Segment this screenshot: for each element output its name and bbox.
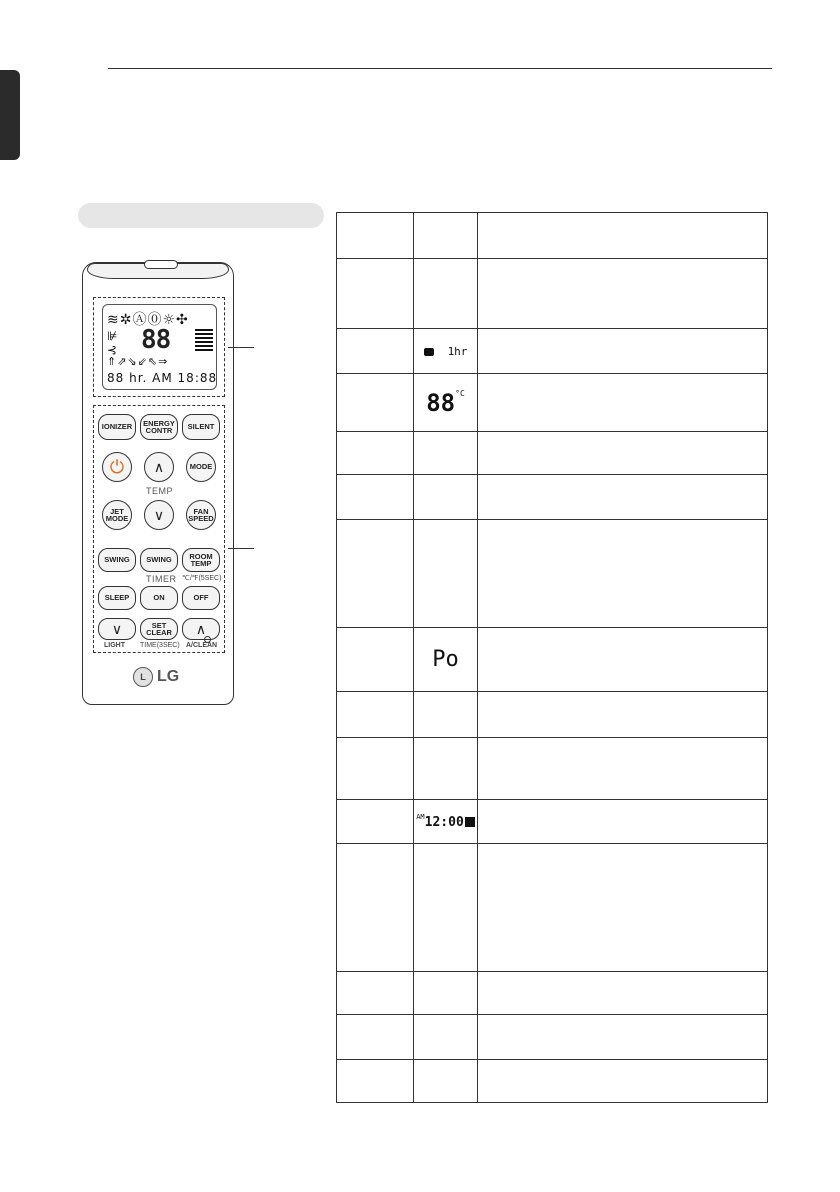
section-heading-pill [78, 203, 324, 228]
table-row [337, 692, 768, 738]
table-row [337, 628, 768, 692]
lcd-display [102, 304, 217, 390]
table-row [337, 800, 768, 844]
horizontal-swing-button[interactable]: SWING [140, 548, 178, 572]
down-button[interactable]: ∨ [98, 618, 136, 640]
lcd-temp-digits: 88 [141, 325, 171, 355]
vertical-swing-button[interactable]: SWING [98, 548, 136, 572]
display-symbol-table [336, 212, 768, 1103]
table-row [337, 259, 768, 329]
remote-top-cap [87, 263, 229, 279]
table-row [337, 1060, 768, 1103]
temperature-symbol: $88^{^\circ C}$ [426, 388, 465, 417]
lcd-mode-icons: ≋✲Ⓐ⓪☼✣ [107, 312, 189, 328]
room-temp-button[interactable]: ROOM TEMP [182, 548, 220, 572]
indicator-led [204, 636, 211, 643]
silent-button[interactable]: SILENT [182, 414, 220, 440]
temp-up-button[interactable]: ∧ [144, 452, 174, 482]
sleep-button[interactable]: SLEEP [98, 586, 136, 610]
lg-logo-text: LG [157, 668, 180, 685]
header-rule [108, 68, 772, 69]
light-label: LIGHT [104, 642, 125, 649]
room-temp-sublabel: ℃/℉(5SEC) [182, 575, 222, 582]
table-row [337, 1015, 768, 1060]
fan-speed-button[interactable]: FAN SPEED [186, 500, 216, 530]
table-row [337, 844, 768, 972]
clock-symbol: $^{AM}$12:00 [416, 815, 475, 830]
table-row [337, 213, 768, 259]
power-button[interactable]: ⏻ [102, 452, 132, 482]
lcd-function-icons: ⇑⇗⇘⇙⇖⇒ [107, 355, 169, 368]
lcd-fan-bars [195, 329, 213, 351]
lg-logo [133, 667, 179, 687]
jet-mode-button[interactable]: JET MODE [102, 500, 132, 530]
lcd-swing-icons: ⊯ ⊰ [107, 329, 119, 357]
buttons-leader-line [228, 548, 254, 549]
buttons-dashed-frame [93, 405, 225, 653]
remote-control [82, 262, 234, 705]
time-label: TIME(3SEC) [140, 642, 180, 649]
ionizer-button[interactable]: IONIZER [98, 414, 136, 440]
table-row [337, 329, 768, 374]
lcd-time: AM 18:88 [152, 371, 218, 385]
remote-top-knob [144, 260, 178, 269]
lg-logo-mark: L [133, 667, 153, 687]
display-leader-line [228, 347, 254, 348]
lcd-hr: 88 hr. [107, 371, 148, 385]
table-row [337, 432, 768, 475]
set-clear-button[interactable]: SET CLEAR [140, 618, 178, 640]
language-side-tab [0, 70, 20, 160]
timer-label: TIMER [146, 574, 177, 584]
aclean-label: A/CLEAN [186, 642, 218, 649]
display-dashed-frame [93, 297, 225, 397]
temp-down-button[interactable]: ∨ [144, 500, 174, 530]
sleep-hour-symbol: 1hr [424, 345, 468, 358]
table-row [337, 374, 768, 432]
up-button[interactable]: ∧ [182, 618, 220, 640]
lcd-clock [107, 371, 217, 385]
table-row [337, 738, 768, 800]
table-row [337, 475, 768, 520]
mode-button[interactable]: MODE [186, 452, 216, 482]
timer-on-button[interactable]: ON [140, 586, 178, 610]
energy-control-button[interactable]: ENERGY CONTR [140, 414, 178, 440]
timer-off-button[interactable]: OFF [182, 586, 220, 610]
table-row [337, 972, 768, 1015]
power-symbol-po: Po [432, 647, 459, 672]
temp-label: TEMP [146, 486, 174, 496]
table-row [337, 520, 768, 628]
